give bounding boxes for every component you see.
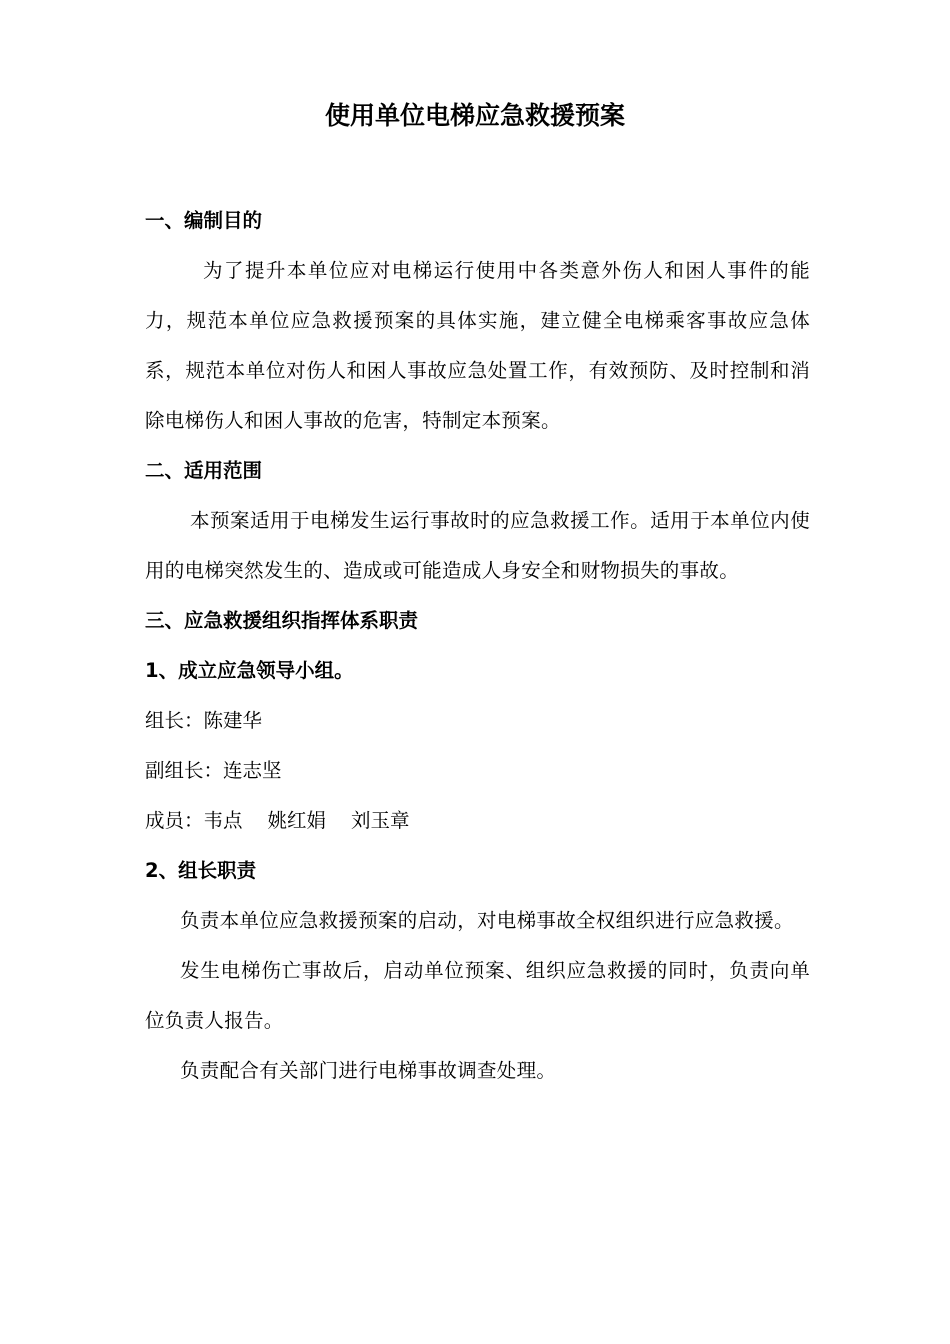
member-name: 姚红娟 bbox=[267, 809, 327, 832]
document-body bbox=[145, 196, 810, 1096]
deputy-leader-line: 副组长：连志坚 bbox=[145, 759, 282, 782]
section-heading-organization: 三、应急救援组织指挥体系职责 bbox=[145, 609, 419, 632]
duty-paragraph: 发生电梯伤亡事故后，启动单位预案、组织应急救援的同时，负责向单位负责人报告。 bbox=[145, 959, 810, 1032]
section-paragraph-scope: 本预案适用于电梯发生运行事故时的应急救援工作。适用于本单位内使用的电梯突然发生的、造成或可能造成人身安全和财物损失的事故。 bbox=[145, 509, 810, 582]
members-line bbox=[145, 796, 810, 846]
section-paragraph-purpose: 为了提升本单位应对电梯运行使用中各类意外伤人和困人事件的能力，规范本单位应急救援预案的具体实施，建立健全电梯乘客事故应急体系，规范本单位对伤人和困人事故应急处置工作，有效预防、及时控制和消除电梯伤人和困人事故的危害，特制定本预案。 bbox=[145, 259, 810, 432]
members-label: 成员：韦点 bbox=[145, 809, 243, 832]
document-title: 使用单位电梯应急救援预案 bbox=[324, 101, 625, 130]
member-name: 刘玉章 bbox=[351, 809, 410, 832]
section-heading-purpose: 一、编制目的 bbox=[145, 209, 263, 232]
duty-paragraph: 负责本单位应急救援预案的启动，对电梯事故全权组织进行应急救援。 bbox=[180, 909, 794, 932]
subsection-heading-leadership-group: 1、成立应急领导小组。 bbox=[145, 659, 354, 682]
duty-paragraph: 负责配合有关部门进行电梯事故调查处理。 bbox=[180, 1059, 557, 1082]
subsection-heading-leader-duties: 2、组长职责 bbox=[145, 859, 257, 882]
section-heading-scope: 二、适用范围 bbox=[145, 459, 263, 482]
group-leader-line: 组长：陈建华 bbox=[145, 709, 263, 732]
